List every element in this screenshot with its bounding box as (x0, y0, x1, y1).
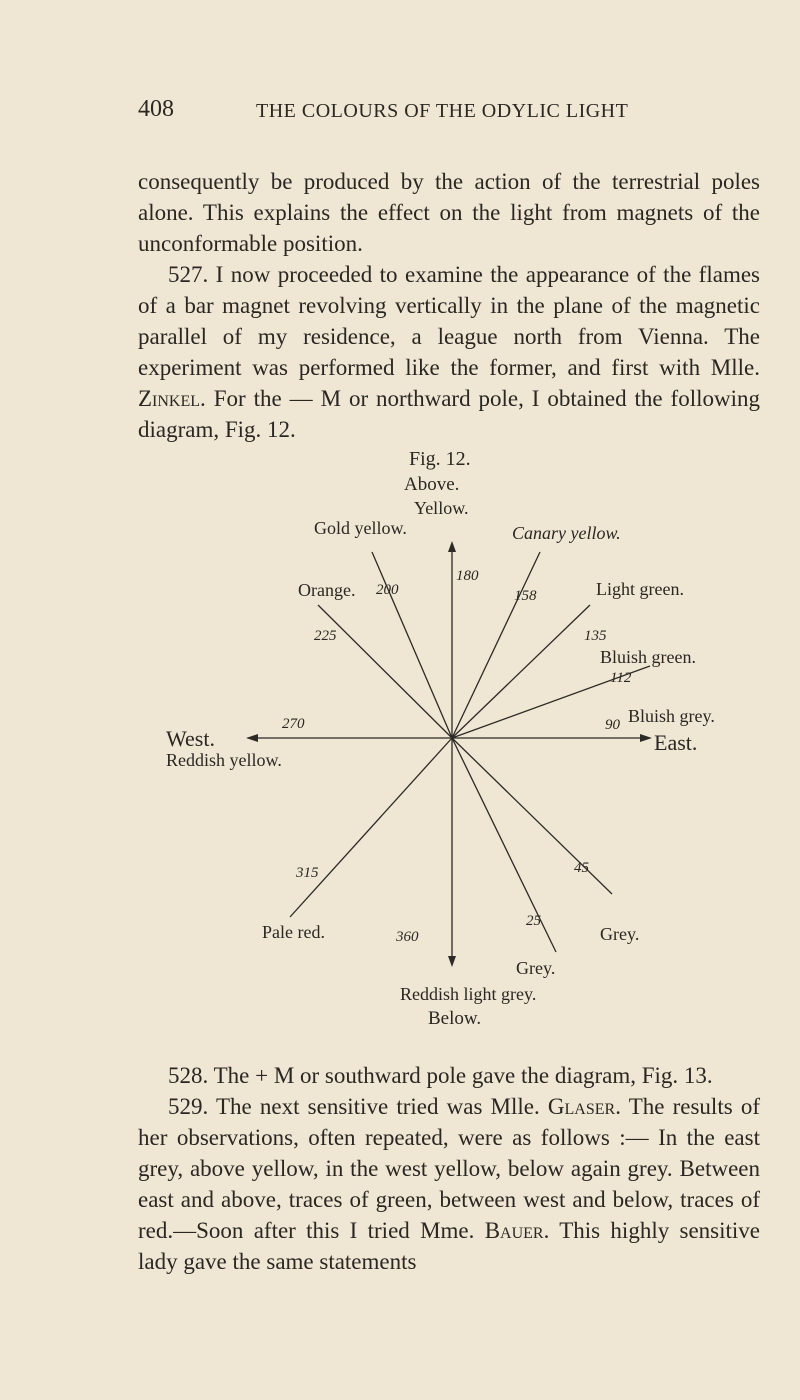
label-reddish-light-grey: Reddish light grey. (400, 984, 537, 1004)
name-zinkel: Zinkel (138, 386, 201, 411)
label-pale-red: Pale red. (262, 922, 325, 942)
number-25: 25 (526, 913, 541, 929)
paragraph-527-text-end: . For the — M or northward pole, I obtained the following diagram, Fig. 12. (138, 386, 760, 442)
arrowhead-down (448, 956, 456, 967)
ray-gold-yellow (372, 552, 452, 738)
arrowhead-up (448, 541, 456, 552)
ray-pale-red (290, 738, 452, 917)
ray-orange (318, 605, 452, 738)
label-above: Above. (404, 474, 460, 495)
paragraph-529-text-mid: . The results of her observations, often repeated, were as follows :— In the east grey, above yellow, in the west yellow, below again grey. Between east and above, traces of green, between west and below, traces of red.—Soon after this I tried Mme. (138, 1094, 760, 1243)
label-gold-yellow: Gold yellow. (314, 518, 407, 538)
label-grey-bottom: Grey. (516, 958, 556, 978)
label-bluish-green: Bluish green. (600, 647, 696, 667)
arrowhead-east (640, 734, 652, 742)
number-180: 180 (456, 568, 479, 584)
name-glaser: Glaser (547, 1094, 616, 1119)
paragraph-529-text: 529. The next sensitive tried was Mlle. (168, 1094, 548, 1119)
label-grey-right: Grey. (600, 924, 640, 944)
number-315: 315 (296, 865, 319, 881)
number-135: 135 (584, 628, 607, 644)
label-below: Below. (428, 1008, 482, 1029)
body-text-bottom (138, 1060, 760, 1277)
label-canary-yellow: Canary yellow. (512, 523, 621, 543)
label-east: East. (654, 730, 698, 755)
label-bluish-grey: Bluish grey. (628, 706, 715, 726)
paragraph-529-text-end: . This highly sensitive lady gave the same statements (138, 1218, 760, 1274)
paragraph-529 (138, 1091, 760, 1277)
label-orange: Orange. (298, 580, 356, 600)
number-158: 158 (514, 588, 537, 604)
number-225: 225 (314, 628, 337, 644)
running-title: THE COLOURS OF THE ODYLIC LIGHT (256, 100, 629, 122)
number-200: 200 (376, 582, 399, 598)
page-number: 408 (138, 96, 174, 122)
arrowhead-west (246, 734, 258, 742)
number-90: 90 (605, 717, 620, 733)
number-112: 112 (610, 670, 632, 686)
ray-light-green (452, 605, 590, 738)
label-yellow: Yellow. (414, 498, 469, 518)
label-reddish-yellow: Reddish yellow. (166, 750, 282, 770)
number-45: 45 (574, 860, 589, 876)
name-bauer: Bauer (484, 1218, 544, 1243)
figure-caption: Fig. 12. (409, 448, 471, 470)
label-west: West. (166, 726, 215, 751)
number-270: 270 (282, 716, 305, 732)
paragraph-528: 528. The + M or southward pole gave the diagram, Fig. 13. (168, 1063, 713, 1088)
label-light-green: Light green. (596, 579, 684, 599)
paragraph-continuation: consequently be produced by the action of the terrestrial poles alone. This explains the effect on the light from magnets of the unconformable position. (138, 169, 760, 256)
number-360: 360 (396, 929, 419, 945)
paragraph-527-text: 527. I now proceeded to examine the appearance of the flames of a bar magnet revolving vertically in the plane of the magnetic parallel of my residence, a league north from Vienna. The experiment was performed like the former, and first with Mlle. (138, 262, 760, 380)
